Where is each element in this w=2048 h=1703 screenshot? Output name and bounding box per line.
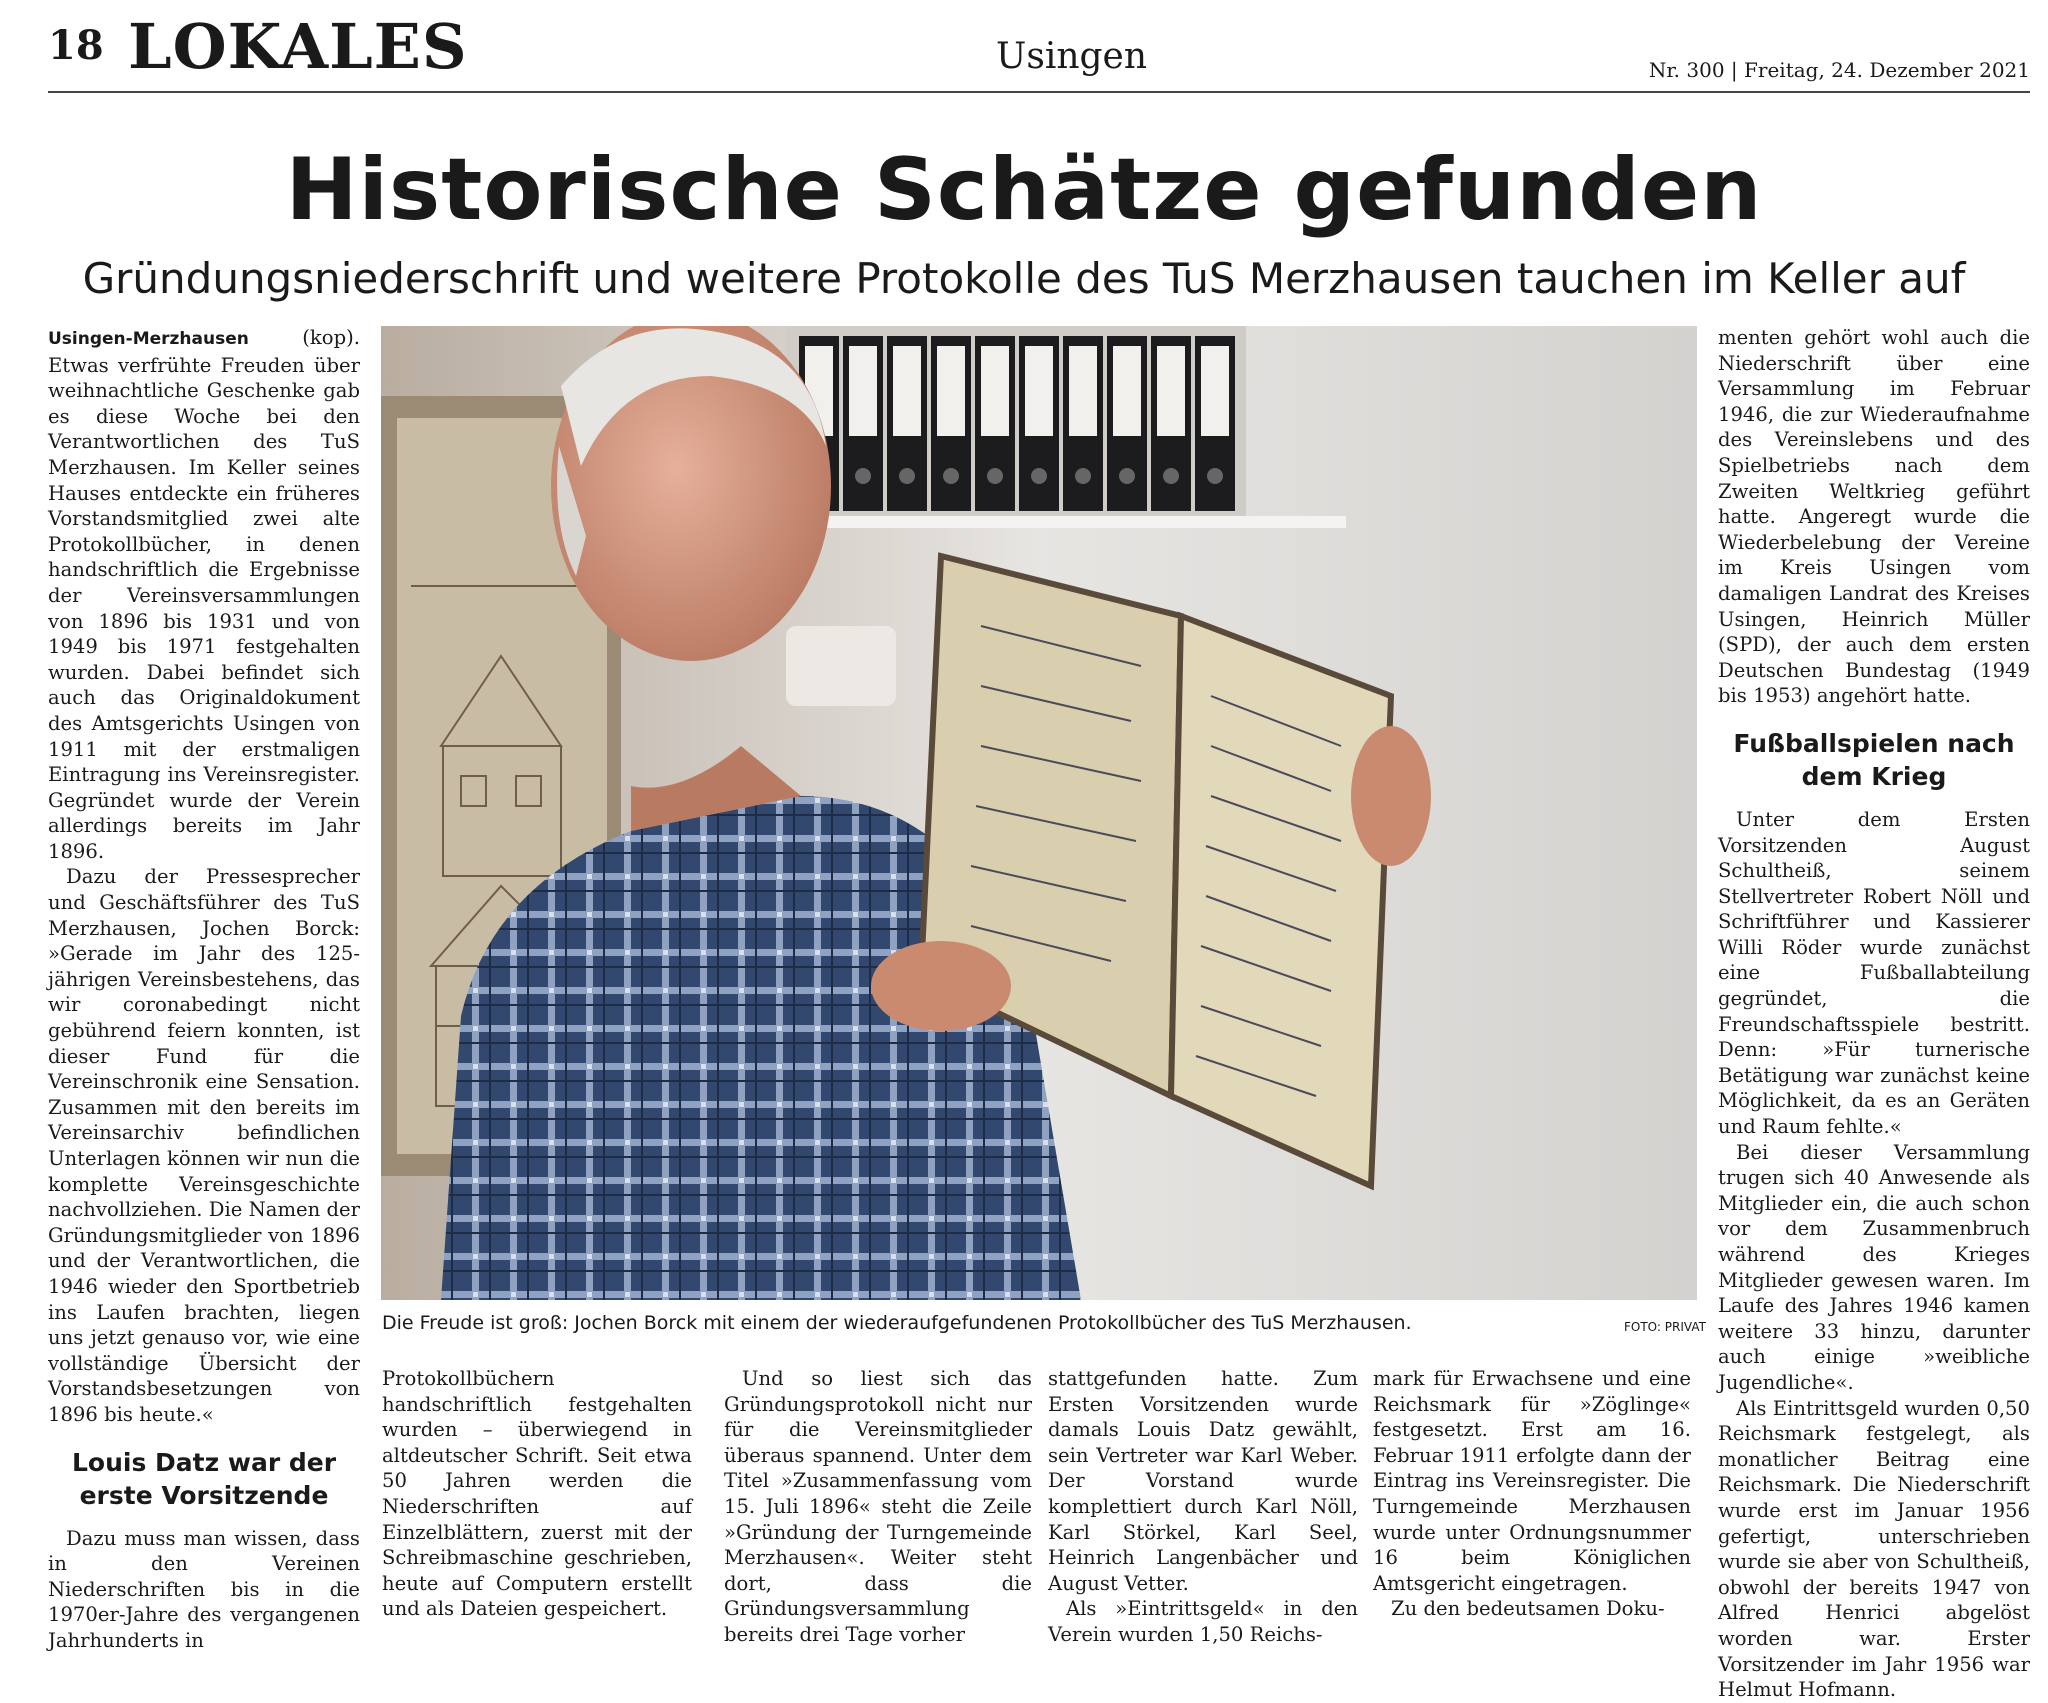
dateline: Usingen-Merzhausen <box>48 329 249 349</box>
paragraph: Dazu muss man wissen, dass in den Vereinen Niederschriften bis in die 1970er-Jahre des vergangenen Jahrhunderts in <box>48 1526 360 1652</box>
paragraph: Protokollbüchern handschriftlich festgehalten wurden – überwiegend in altdeutscher Schrift. Seit etwa 50 Jahren werden die Niederschriften auf Einzelblättern, zuerst mit der Schreibmaschine geschrieben, heute auf Computern erstellt und als Dateien gespeichert. <box>382 1367 692 1621</box>
paragraph: Zu den bedeutsamen Doku- <box>1391 1597 1665 1621</box>
photo-caption: Die Freude ist groß: Jochen Borck mit einem der wiederaufgefundenen Protokollbücher des TuS Merzhausen. <box>382 1312 1412 1334</box>
article-column-3 <box>724 1366 1032 1648</box>
paragraph: Unter dem Ersten Vorsitzenden August Schultheiß, seinem Stellvertreter Robert Nöll und Schriftführer und Kassierer Willi Röder wurde zunächst eine Fußballabteilung gegründet, die Freundschaftsspiele bestritt. Denn: »Für turnerische Betätigung war zunächst keine Möglichkeit, da es an Geräten und Raum fehlte.« <box>1718 807 2030 1139</box>
paragraph: Als Eintrittsgeld wurden 0,50 Reichsmark festgelegt, als monatlicher Beitrag eine Reichsmark. Die Niederschrift wurde erst im Januar 1956 gefertigt, unterschrieben wurde sie aber von Schultheiß, obwohl der bereits 1947 von Alfred Henrici abgelöst worden war. Erster Vorsitzender im Jahr 1956 war Helmut Hofmann. <box>1718 1396 2030 1702</box>
paragraph: Als »Eintrittsgeld« in den Verein wurden 1,50 Reichs- <box>1048 1597 1358 1646</box>
article-subheadline: Gründungsniederschrift und weitere Protokolle des TuS Merzhausen tauchen im Keller auf <box>82 254 1966 303</box>
page-number: 18 <box>48 22 104 69</box>
article-photo <box>381 326 1697 1300</box>
header-rule <box>48 91 2030 93</box>
issue-date: Nr. 300 | Freitag, 24. Dezember 2021 <box>1648 58 2030 82</box>
photo-credit: FOTO: PRIVAT <box>1624 1320 1706 1334</box>
paragraph <box>48 325 360 864</box>
article-column-6 <box>1718 325 2030 1703</box>
article-column-2 <box>382 1366 692 1622</box>
article-column-4 <box>1048 1366 1358 1648</box>
section-subheading: Fußballspielen nach dem Krieg <box>1733 728 2015 791</box>
article-headline: Historische Schätze gefunden <box>285 140 1763 240</box>
paragraph: Dazu der Pressesprecher und Geschäftsführer des TuS Merzhausen, Jochen Borck: »Gerade im Jahr des 125-jährigen Vereinsbestehens, das wir coronabedingt nicht gebührend feiern konnten, ist dieser Fund für die Vereinschronik eine Sensation. Zusammen mit den bereits im Vereinsarchiv befindlichen Unterlagen können wir nun die komplette Vereinsgeschichte nachvollziehen. Die Namen der Gründungsmitglieder von 1896 und der Verantwortlichen, die 1946 wieder den Sportbetrieb ins Laufen brachten, liegen uns jetzt genauso vor, wie eine vollständige Übersicht der Vorstandsbesetzungen von 1896 bis heute.« <box>48 865 360 1426</box>
paragraph-text: (kop). Etwas verfrühte Freuden über weihnachtliche Geschenke gab es diese Woche bei den Verantwortlichen des TuS Merzhausen. Im Keller seines Hauses entdeckte ein früheres Vorstandsmitglied zwei alte Protokollbücher, in denen handschriftlich die Ergebnisse der Vereinsversammlungen von 1896 bis 1931 und von 1949 bis 1971 festgehalten wurden. Dabei befindet sich auch das Originaldokument des Amtsgerichts Usingen von 1911 mit der erstmaligen Eintragung ins Vereinsregister. Gegründet wurde der Verein allerdings bereits im Jahr 1896. <box>48 326 360 863</box>
article-column-5 <box>1373 1366 1691 1622</box>
paragraph: menten gehört wohl auch die Niederschrift über eine Versammlung im Februar 1946, die zur Wiederaufnahme des Vereinslebens und des Spielbetriebs nach dem Zweiten Weltkrieg geführt hatte. Angeregt wurde die Wiederbelebung der Vereine im Kreis Usingen vom damaligen Landrat des Kreises Usingen, Heinrich Müller (SPD), der auch dem ersten Deutschen Bundestag (1949 bis 1953) angehört hatte. <box>1718 326 2030 708</box>
paragraph: mark für Erwachsene und eine Reichsmark für »Zöglinge« festgesetzt. Erst am 16. Februar 1911 erfolgte dann der Eintrag ins Vereinsregister. Die Turngemeinde Merzhausen wurde unter Ordnungsnummer 16 beim Königlichen Amtsgericht eingetragen. <box>1373 1367 1691 1595</box>
local-edition: Usingen <box>996 36 1148 77</box>
paragraph: Und so liest sich das Gründungsprotokoll nicht nur für die Vereinsmitglieder überaus spannend. Unter dem Titel »Zusammenfassung vom 15. Juli 1896« steht die Zeile »Gründung der Turngemeinde Merzhausen«. Weiter steht dort, dass die Gründungsversammlung bereits drei Tage vorher <box>724 1367 1032 1646</box>
article-column-1 <box>48 325 360 1654</box>
section-title: LOKALES <box>128 10 468 83</box>
photo-illustration <box>381 326 1697 1300</box>
paragraph: stattgefunden hatte. Zum Ersten Vorsitzenden wurde damals Louis Datz gewählt, sein Vertreter war Karl Weber. Der Vorstand wurde komplettiert durch Karl Nöll, Karl Störkel, Karl Seel, Heinrich Langenbächer und August Vetter. <box>1048 1367 1358 1595</box>
section-subheading: Louis Datz war der erste Vorsitzende <box>71 1447 337 1510</box>
paragraph: Bei dieser Versammlung trugen sich 40 Anwesende als Mitglieder ein, die auch schon vor dem Zusammenbruch während des Krieges Mitglieder gewesen waren. Im Laufe des Jahres 1946 kamen weitere 33 hinzu, darunter auch einige »weibliche Jugendliche«. <box>1718 1140 2030 1394</box>
